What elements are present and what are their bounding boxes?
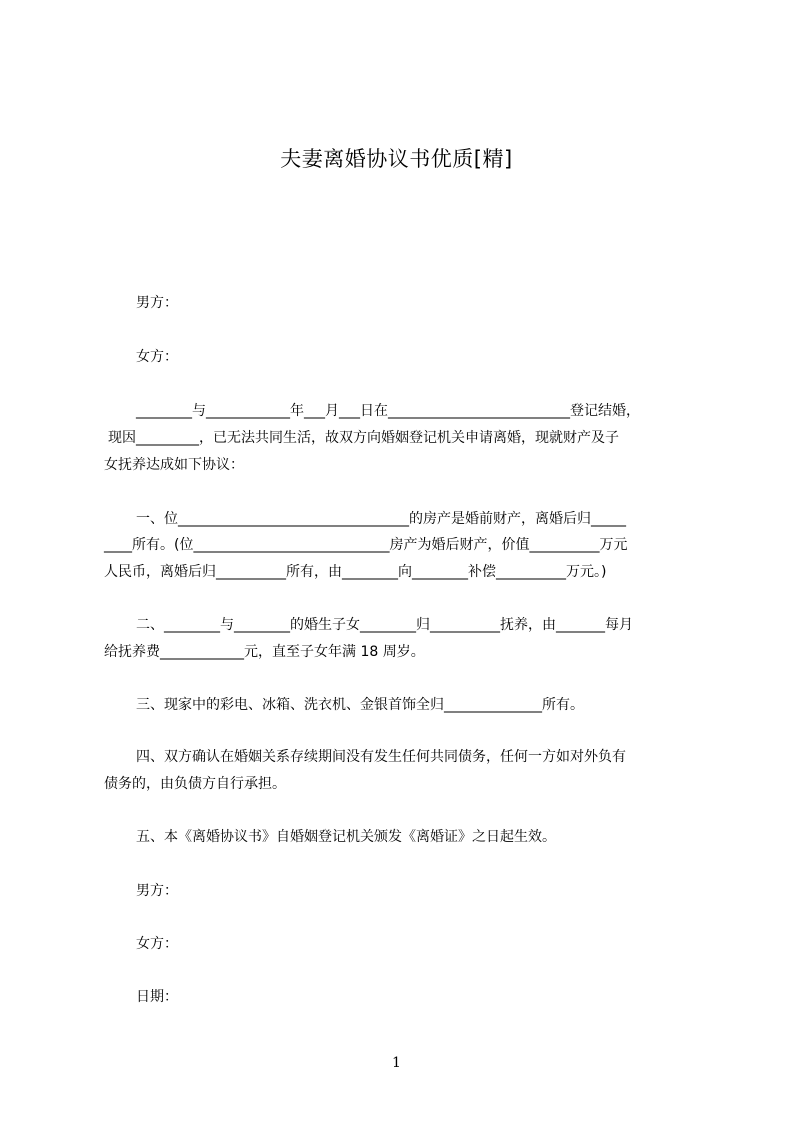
clause-1-line-1: 一、位_________________________________的房产是婚前财产，离婚后归_____ xyxy=(136,511,626,527)
male-party-label: 男方： xyxy=(136,295,178,311)
clause-4-line-1: 四、双方确认在婚姻关系存续期间没有发生任何共同债务，任何一方如对外负有 xyxy=(136,749,626,765)
clause-3-line-1: 三、现家中的彩电、冰箱、洗衣机、金银首饰全归______________所有。 xyxy=(136,697,584,713)
female-party-label: 女方： xyxy=(136,349,178,365)
signature-male-label: 男方： xyxy=(136,883,178,899)
clause-1-line-2: ____所有。(位____________________________房产为婚后财产，价值__________万元 xyxy=(104,537,628,553)
intro-line-3: 女抚养达成如下协议： xyxy=(104,457,244,473)
clause-2-line-1: 二、________与________的婚生子女________归__________抚养，由_______每月 xyxy=(136,617,633,633)
intro-line-2: 现因_________，已无法共同生活，故双方向婚姻登记机关申请离婚，现就财产及子 xyxy=(108,430,619,446)
clause-1-line-3: 人民币，离婚后归__________所有，由________向________补偿__________万元。) xyxy=(104,564,607,580)
intro-line-1: ________与____________年___月___日在__________________________登记结婚， xyxy=(136,403,640,419)
document-title: 夫妻离婚协议书优质[精] xyxy=(280,147,513,171)
signature-date-label: 日期： xyxy=(136,989,178,1005)
signature-female-label: 女方： xyxy=(136,936,178,952)
clause-5-line-1: 五、本《离婚协议书》自婚姻登记机关颁发《离婚证》之日起生效。 xyxy=(136,829,556,845)
clause-2-line-2: 给抚养费____________元，直至子女年满 18 周岁。 xyxy=(104,644,425,660)
page-number: 1 xyxy=(392,1055,401,1071)
clause-4-line-2: 债务的，由负债方自行承担。 xyxy=(104,776,286,792)
